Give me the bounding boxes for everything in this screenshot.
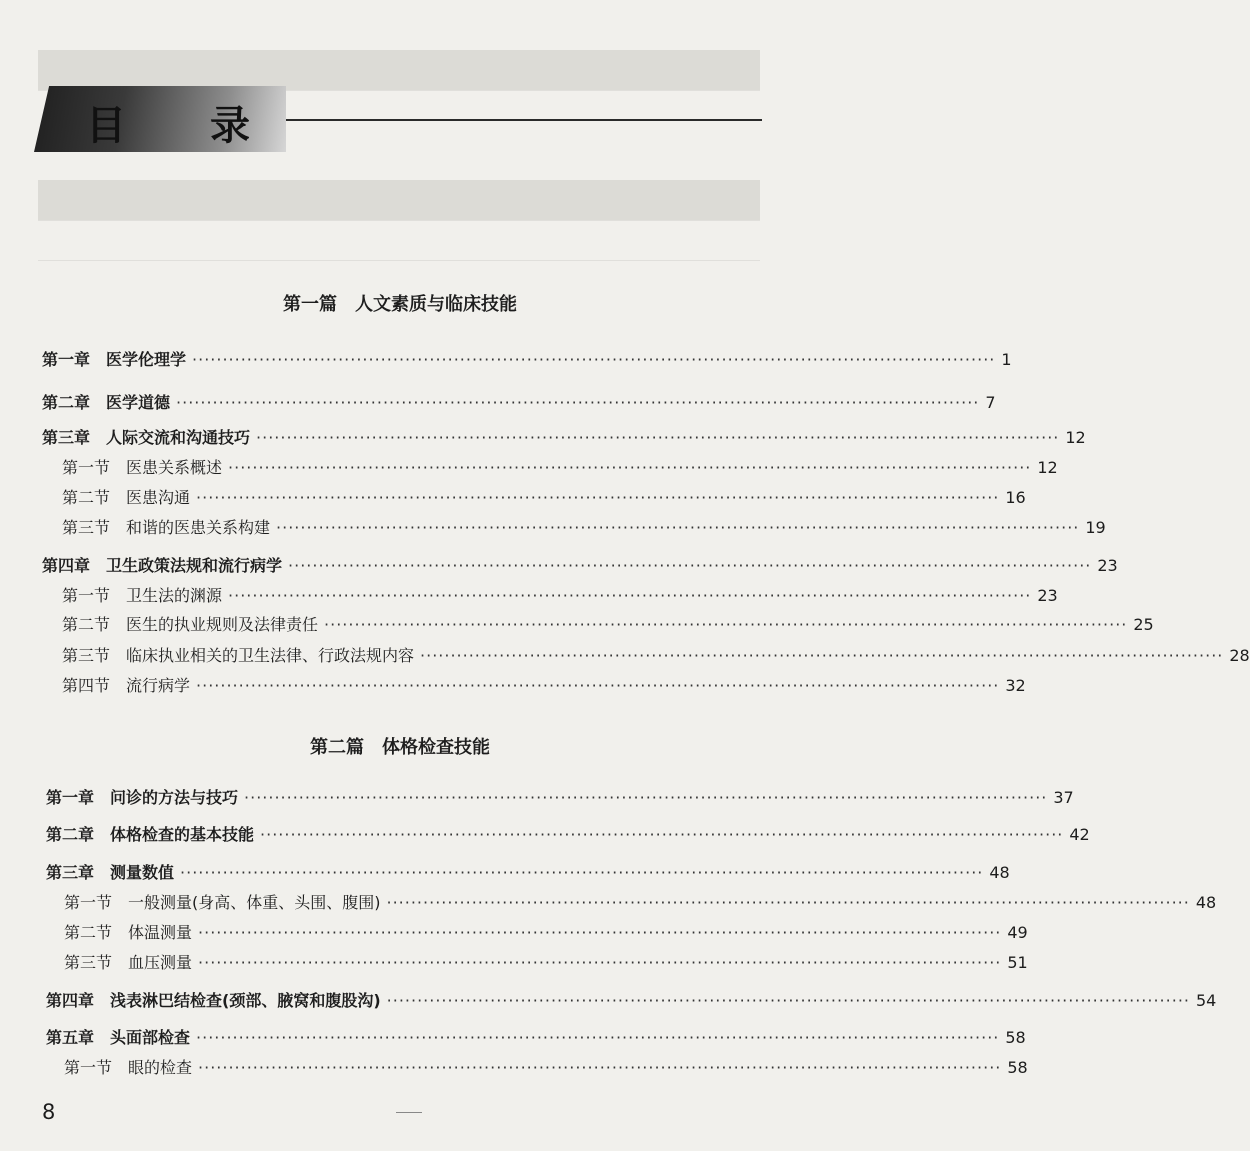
toc-entry-label: 第二章 医学道德 (42, 393, 171, 412)
toc-entry-label: 第四章 浅表淋巴结检查(颈部、腋窝和腹股沟) (46, 991, 381, 1010)
toc-entry-label: 第五章 头面部检查 (46, 1028, 191, 1047)
toc-entry-label: 第二节 体温测量 (64, 923, 193, 942)
toc-entry[interactable] (42, 553, 1118, 576)
toc-entry[interactable] (46, 1025, 1026, 1048)
toc-entry-page: 16 (1005, 488, 1026, 507)
toc-entry-page: 23 (1097, 556, 1118, 575)
toc-entry-page: 58 (1005, 1028, 1026, 1047)
toc-entry-page: 19 (1085, 518, 1106, 537)
toc-entry[interactable] (62, 643, 1250, 666)
toc-entry-page: 58 (1007, 1058, 1028, 1077)
leader-dots: ···································································································································· (324, 615, 1128, 634)
toc-entry-label: 第一节 医患关系概述 (62, 458, 223, 477)
toc-entry-label: 第一节 卫生法的渊源 (62, 586, 223, 605)
leader-dots: ···································································································································· (176, 393, 980, 412)
bleed-through-row (38, 10, 760, 51)
toc-entry[interactable] (64, 1055, 1028, 1078)
bleed-through-row (38, 220, 760, 261)
toc-entry-page: 49 (1007, 923, 1028, 942)
toc-entry[interactable] (62, 515, 1106, 538)
leader-dots: ···································································································································· (180, 863, 984, 882)
part-title: 第二篇 体格检查技能 (310, 737, 490, 758)
leader-dots: ···································································································································· (228, 586, 1032, 605)
toc-entry-label: 第四节 流行病学 (62, 676, 191, 695)
toc-entry[interactable] (42, 347, 1012, 370)
toc-entry-label: 第二节 医生的执业规则及法律责任 (62, 615, 319, 634)
toc-entry-label: 第一章 问诊的方法与技巧 (46, 788, 239, 807)
toc-entry-label: 第三节 血压测量 (64, 953, 193, 972)
leader-dots: ···································································································································· (260, 825, 1064, 844)
toc-entry[interactable] (62, 673, 1026, 696)
toc-entry-page: 54 (1195, 991, 1217, 1010)
leader-dots: ···································································································································· (198, 953, 1002, 972)
toc-entry[interactable] (62, 455, 1058, 478)
toc-entry[interactable] (64, 890, 1217, 913)
toc-entry[interactable] (46, 822, 1090, 845)
toc-entry[interactable] (64, 920, 1028, 943)
toc-entry[interactable] (62, 485, 1026, 508)
toc-entry-label: 第一节 眼的检查 (64, 1058, 193, 1077)
leader-dots: ···································································································································· (256, 428, 1060, 447)
page-title: 目 录 (86, 102, 272, 149)
toc-entry[interactable] (46, 785, 1074, 808)
leader-dots: ···································································································································· (420, 646, 1224, 665)
toc-entry-label: 第一节 一般测量(身高、体重、头围、腹围) (64, 893, 381, 912)
toc-entry-page: 28 (1229, 646, 1250, 665)
toc-entry-page: 12 (1037, 458, 1058, 477)
toc-entry[interactable] (62, 583, 1058, 606)
leader-dots: ···································································································································· (276, 518, 1080, 537)
toc-entry-label: 第三节 临床执业相关的卫生法律、行政法规内容 (62, 646, 415, 665)
toc-entry[interactable] (62, 612, 1154, 635)
page-number: 8 (42, 1100, 56, 1124)
footer-rule (396, 1112, 422, 1113)
toc-entry-label: 第二节 医患沟通 (62, 488, 191, 507)
leader-dots: ···································································································································· (192, 350, 996, 369)
toc-entry-label: 第三章 测量数值 (46, 863, 175, 882)
toc-entry-label: 第三章 人际交流和沟通技巧 (42, 428, 251, 447)
toc-entry-page: 42 (1069, 825, 1090, 844)
toc-entry[interactable] (46, 988, 1217, 1011)
leader-dots: ···································································································································· (198, 923, 1002, 942)
toc-entry-page: 7 (985, 393, 996, 412)
leader-dots: ···································································································································· (196, 488, 1000, 507)
toc-entry-page: 23 (1037, 586, 1058, 605)
toc-entry-page: 37 (1053, 788, 1074, 807)
leader-dots: ···································································································································· (198, 1058, 1002, 1077)
toc-entry[interactable] (42, 425, 1086, 448)
leader-dots: ···································································································································· (288, 556, 1092, 575)
toc-entry-page: 12 (1065, 428, 1086, 447)
toc-entry-page: 51 (1007, 953, 1028, 972)
toc-entry-page: 32 (1005, 676, 1026, 695)
leader-dots: ···································································································································· (386, 893, 1190, 912)
toc-entry-label: 第二章 体格检查的基本技能 (46, 825, 255, 844)
part-title: 第一篇 人文素质与临床技能 (283, 294, 517, 315)
leader-dots: ···································································································································· (196, 676, 1000, 695)
header-rule (286, 119, 762, 121)
toc-entry-label: 第三节 和谐的医患关系构建 (62, 518, 271, 537)
toc-entry-page: 25 (1133, 615, 1154, 634)
bleed-through-row (38, 50, 760, 91)
toc-entry[interactable] (46, 860, 1010, 883)
toc-entry-page: 48 (989, 863, 1010, 882)
toc-entry[interactable] (64, 950, 1028, 973)
toc-entry-page: 1 (1001, 350, 1012, 369)
leader-dots: ···································································································································· (228, 458, 1032, 477)
bleed-through-row (38, 180, 760, 221)
leader-dots: ···································································································································· (196, 1028, 1000, 1047)
toc-entry-label: 第四章 卫生政策法规和流行病学 (42, 556, 283, 575)
leader-dots: ···································································································································· (244, 788, 1048, 807)
toc-entry-page: 48 (1195, 893, 1217, 912)
leader-dots: ···································································································································· (386, 991, 1190, 1010)
toc-entry[interactable] (42, 390, 996, 413)
toc-entry-label: 第一章 医学伦理学 (42, 350, 187, 369)
